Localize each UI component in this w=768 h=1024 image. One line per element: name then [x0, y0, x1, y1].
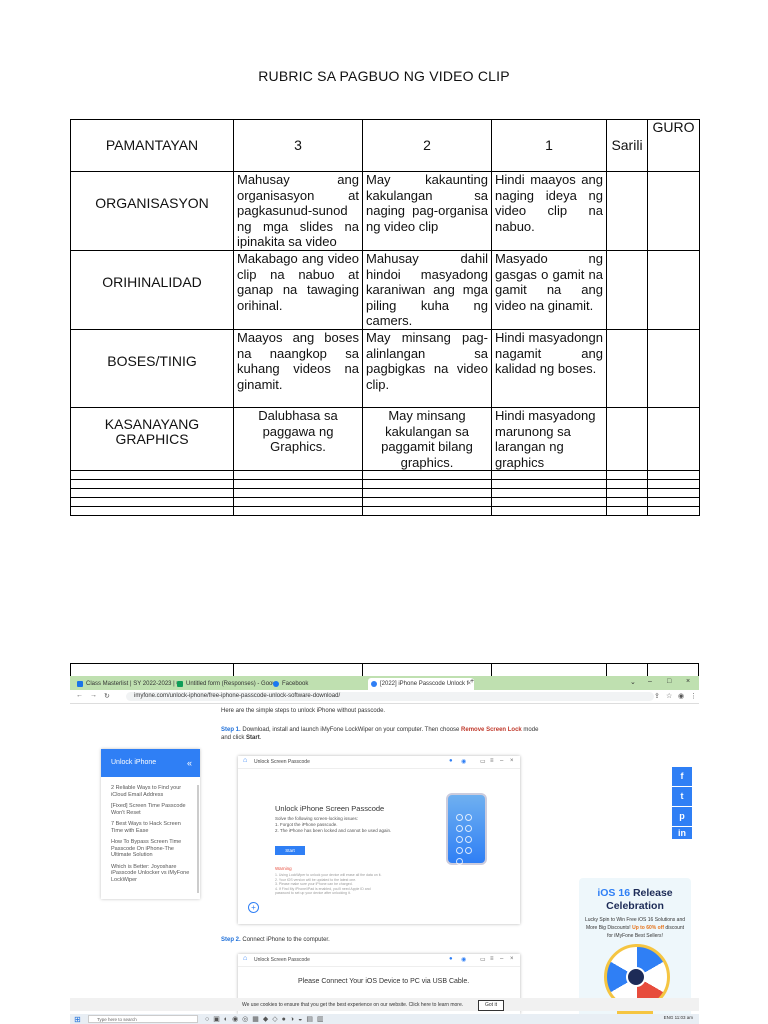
sidebar	[101, 749, 200, 899]
forward-icon[interactable]: →	[90, 692, 97, 699]
criterion-cell: BOSES/TINIG	[71, 329, 234, 407]
table-fragment-line	[70, 663, 71, 677]
sidebar-header[interactable]: Unlock iPhone «	[101, 749, 200, 777]
sidebar-item[interactable]: [Fixed] Screen Time Passcode Won't Reset	[111, 803, 186, 816]
double-chevron-left-icon[interactable]: «	[186, 758, 192, 768]
windows-start-icon[interactable]: ⊞	[74, 1015, 81, 1024]
sidebar-item[interactable]: 7 Best Ways to Hack Screen Time with Ease	[111, 821, 181, 834]
table-fragment-line	[362, 663, 363, 677]
browser-tab[interactable]: Facebook	[270, 678, 378, 690]
taskbar-search[interactable]: Type here to search	[88, 1015, 198, 1023]
warning-text: 1. Using LockWiper to unlock your device will erase all the data on it. 2. Your iOS version will be updated to the latest one. 3. Please make sure your iPhone can be charged. 4. If Find My iPhone/iPad is enabled, you'll need Apple ID and password to set up your device after unlocking it.	[275, 873, 382, 896]
sidebar-item[interactable]: 2 Reliable Ways to Find your iCloud Email Address	[111, 785, 182, 798]
promo-text: Lucky Spin to Win Free iOS 16 Solutions and More Big Discounts! Up to 60% off discount for iMyFone Best Sellers!	[584, 917, 686, 939]
minimize-icon[interactable]: –	[648, 678, 652, 685]
card-title: Unlock iPhone Screen Passcode	[275, 804, 385, 813]
promo-title: iOS 16 Release Celebration	[597, 887, 673, 912]
score1-cell: Masyado ng gasgas o gamit na gamit na ang video na ginamit.	[492, 251, 607, 330]
table-row	[71, 407, 700, 470]
browser-tab[interactable]: Class Masterlist | SY 2022-2023 |	[74, 678, 182, 690]
header-row	[71, 120, 700, 172]
close-icon: ×	[510, 956, 514, 962]
connect-message: Please Connect Your iOS Device to PC via USB Cable.	[298, 978, 470, 985]
reload-icon[interactable]: ↻	[104, 693, 110, 700]
score3-cell: Dalubhasa sa paggawa ng Graphics.	[234, 407, 363, 470]
pinterest-share-icon[interactable]: p	[672, 807, 692, 826]
sheets-icon	[177, 681, 183, 687]
step-2-text: Step 2. Connect iPhone to the computer.	[221, 937, 330, 943]
sidebar-item[interactable]: How To Bypass Screen Time Passcode On iPhone-The Ultimate Solution	[111, 839, 182, 858]
menu-icon: ≡	[490, 758, 494, 764]
table-row	[71, 172, 700, 251]
new-tab-icon[interactable]: +	[470, 678, 475, 685]
globe-icon: ◉	[461, 759, 467, 765]
table-fragment-top	[70, 663, 699, 664]
score2-cell: May minsang kakulangan sa paggamit bilang graphics.	[363, 407, 492, 470]
criterion-cell: KASANAYANG GRAPHICS	[71, 407, 234, 470]
intro-text: Here are the simple steps to unlock iPhone without passcode.	[221, 708, 386, 714]
browser-tab-active[interactable]: [2022] iPhone Passcode Unlock f ×	[368, 678, 474, 690]
chevron-down-icon[interactable]: ⌄	[630, 679, 636, 686]
score1-cell: Hindi masyadong marunong sa larangan ng graphics	[492, 407, 607, 470]
cookie-message: We use cookies to ensure that you get the best experience on our website. Click here to learn more.	[242, 1002, 464, 1008]
menu-kebab-icon[interactable]: ⋮	[690, 693, 697, 700]
sarili-cell[interactable]	[607, 407, 648, 470]
globe-icon: ◉	[461, 957, 467, 963]
blank-row	[71, 498, 700, 507]
table-fragment-line	[491, 663, 492, 677]
share-icon[interactable]: ⇪	[654, 693, 660, 700]
close-window-icon[interactable]: ×	[686, 678, 691, 685]
plus-circle-icon: +	[248, 902, 259, 913]
close-icon[interactable]: ×	[467, 681, 471, 687]
score3-cell: Mahusay ang organisasyon at pagkasunud-sunod ng mga slides na ipinakita sa video	[234, 172, 363, 251]
taskbar-apps-icon[interactable]: ○▣◐◉◎▦◆◇●◑◒▤▥	[205, 1016, 328, 1023]
browser-tab-bar	[70, 676, 699, 690]
score3-cell: Maayos ang boses na naangkop sa kuhang videos na ginamit.	[234, 329, 363, 407]
sidebar-item[interactable]: Which is Better: Joyoshare iPasscode Unlocker vs iMyFone LockWiper	[111, 863, 190, 883]
header-sarili: Sarili	[607, 120, 648, 172]
sidebar-scrollbar[interactable]	[197, 785, 199, 893]
card-titlebar: ⌂ Unlock Screen Passcode ● ◉ ▭ ≡ – ×	[238, 954, 520, 967]
minimize-icon: –	[500, 758, 504, 764]
guro-cell[interactable]	[648, 407, 700, 470]
imyfone-icon	[371, 681, 377, 687]
table-fragment-line	[606, 663, 607, 677]
home-icon: ⌂	[243, 955, 248, 962]
address-bar	[70, 690, 699, 704]
blank-row	[71, 480, 700, 489]
menu-icon: ≡	[490, 956, 494, 962]
facebook-share-icon[interactable]: f	[672, 767, 692, 786]
windows-taskbar	[70, 1014, 699, 1024]
minimize-icon: –	[500, 956, 504, 962]
table-row	[71, 329, 700, 407]
header-score-2: 2	[363, 120, 492, 172]
chat-icon: ▭	[480, 957, 486, 963]
blank-row	[71, 489, 700, 498]
twitter-share-icon[interactable]: t	[672, 787, 692, 806]
score1-cell: Hindi maayos ang naging ideya ng video clip na nabuo.	[492, 172, 607, 251]
table-fragment-line	[698, 663, 699, 677]
user-icon: ●	[449, 956, 453, 962]
score2-cell: Mahusay dahil hindoi masyadong karaniwan ang mga piling kuha ng camers.	[363, 251, 492, 330]
header-pamantayan: PAMANTAYAN	[71, 120, 234, 172]
guro-cell[interactable]	[648, 251, 700, 330]
header-score-3: 3	[234, 120, 363, 172]
close-icon: ×	[510, 758, 514, 764]
sarili-cell[interactable]	[607, 251, 648, 330]
chat-icon: ▭	[480, 759, 486, 765]
phone-illustration	[446, 793, 487, 865]
profile-icon[interactable]: ◉	[678, 693, 685, 700]
criterion-cell: ORIHINALIDAD	[71, 251, 234, 330]
table-fragment-line	[647, 663, 648, 677]
linkedin-share-icon[interactable]: in	[672, 827, 692, 839]
rubric-table	[70, 119, 700, 516]
criterion-cell: ORGANISASYON	[71, 172, 234, 251]
score3-cell: Makabago ang video clip na nabuo at ganap na tawaging orihinal.	[234, 251, 363, 330]
home-icon: ⌂	[243, 757, 248, 764]
sarili-cell[interactable]	[607, 172, 648, 251]
screenshot-card-unlock	[238, 756, 520, 924]
card-titlebar: ⌂ Unlock Screen Passcode ● ◉ ▭ ≡ – ×	[238, 756, 520, 769]
start-button: Start	[275, 846, 305, 855]
user-icon: ●	[449, 758, 453, 764]
maximize-icon[interactable]: □	[667, 678, 672, 685]
bookmark-star-icon[interactable]: ☆	[666, 693, 673, 700]
blank-row	[71, 471, 700, 480]
score2-cell: May minsang pag-alinlangan sa pagbigkas na video clip.	[363, 329, 492, 407]
header-guro: GURO	[648, 120, 700, 172]
score1-cell: Hindi masyadongn nagamit ang kalidad ng boses.	[492, 329, 607, 407]
guro-cell[interactable]	[648, 172, 700, 251]
header-score-1: 1	[492, 120, 607, 172]
card-subtitle: Solve the following screen-locking issues: 1. Forgot the iPhone passcode. 2. The iPhone has been locked and cannot be used again.	[275, 816, 392, 833]
back-icon[interactable]: ←	[76, 692, 83, 699]
table-row	[71, 251, 700, 330]
facebook-icon	[273, 681, 279, 687]
got-it-button[interactable]: Got it	[478, 1000, 504, 1011]
score2-cell: May kakaunting kakulangan sa naging pag-organisa ng video clip	[363, 172, 492, 251]
step-1-text: Step 1. Download, install and launch iMyFone LockWiper on your computer. Then choose Remove Screen Lock mode and click Start.	[221, 727, 539, 741]
document-title: RUBRIC SA PAGBUO NG VIDEO CLIP	[258, 68, 510, 84]
blank-row	[71, 507, 700, 516]
classroom-icon	[77, 681, 83, 687]
guro-cell[interactable]	[648, 329, 700, 407]
browser-screenshot	[70, 676, 699, 1024]
system-tray: ENG 11:03 am	[663, 1015, 693, 1020]
cookie-banner	[70, 998, 699, 1011]
wheel-hub	[626, 967, 646, 987]
page-content	[70, 704, 699, 1014]
table-fragment-line	[233, 663, 234, 677]
sidebar-list	[111, 785, 191, 888]
url-field[interactable]: imyfone.com/unlock-iphone/free-iphone-passcode-unlock-software-download/	[126, 692, 654, 701]
browser-tab[interactable]: Untitled form (Responses) - Goo	[174, 678, 278, 690]
warning-title: Warning	[275, 866, 292, 871]
sarili-cell[interactable]	[607, 329, 648, 407]
